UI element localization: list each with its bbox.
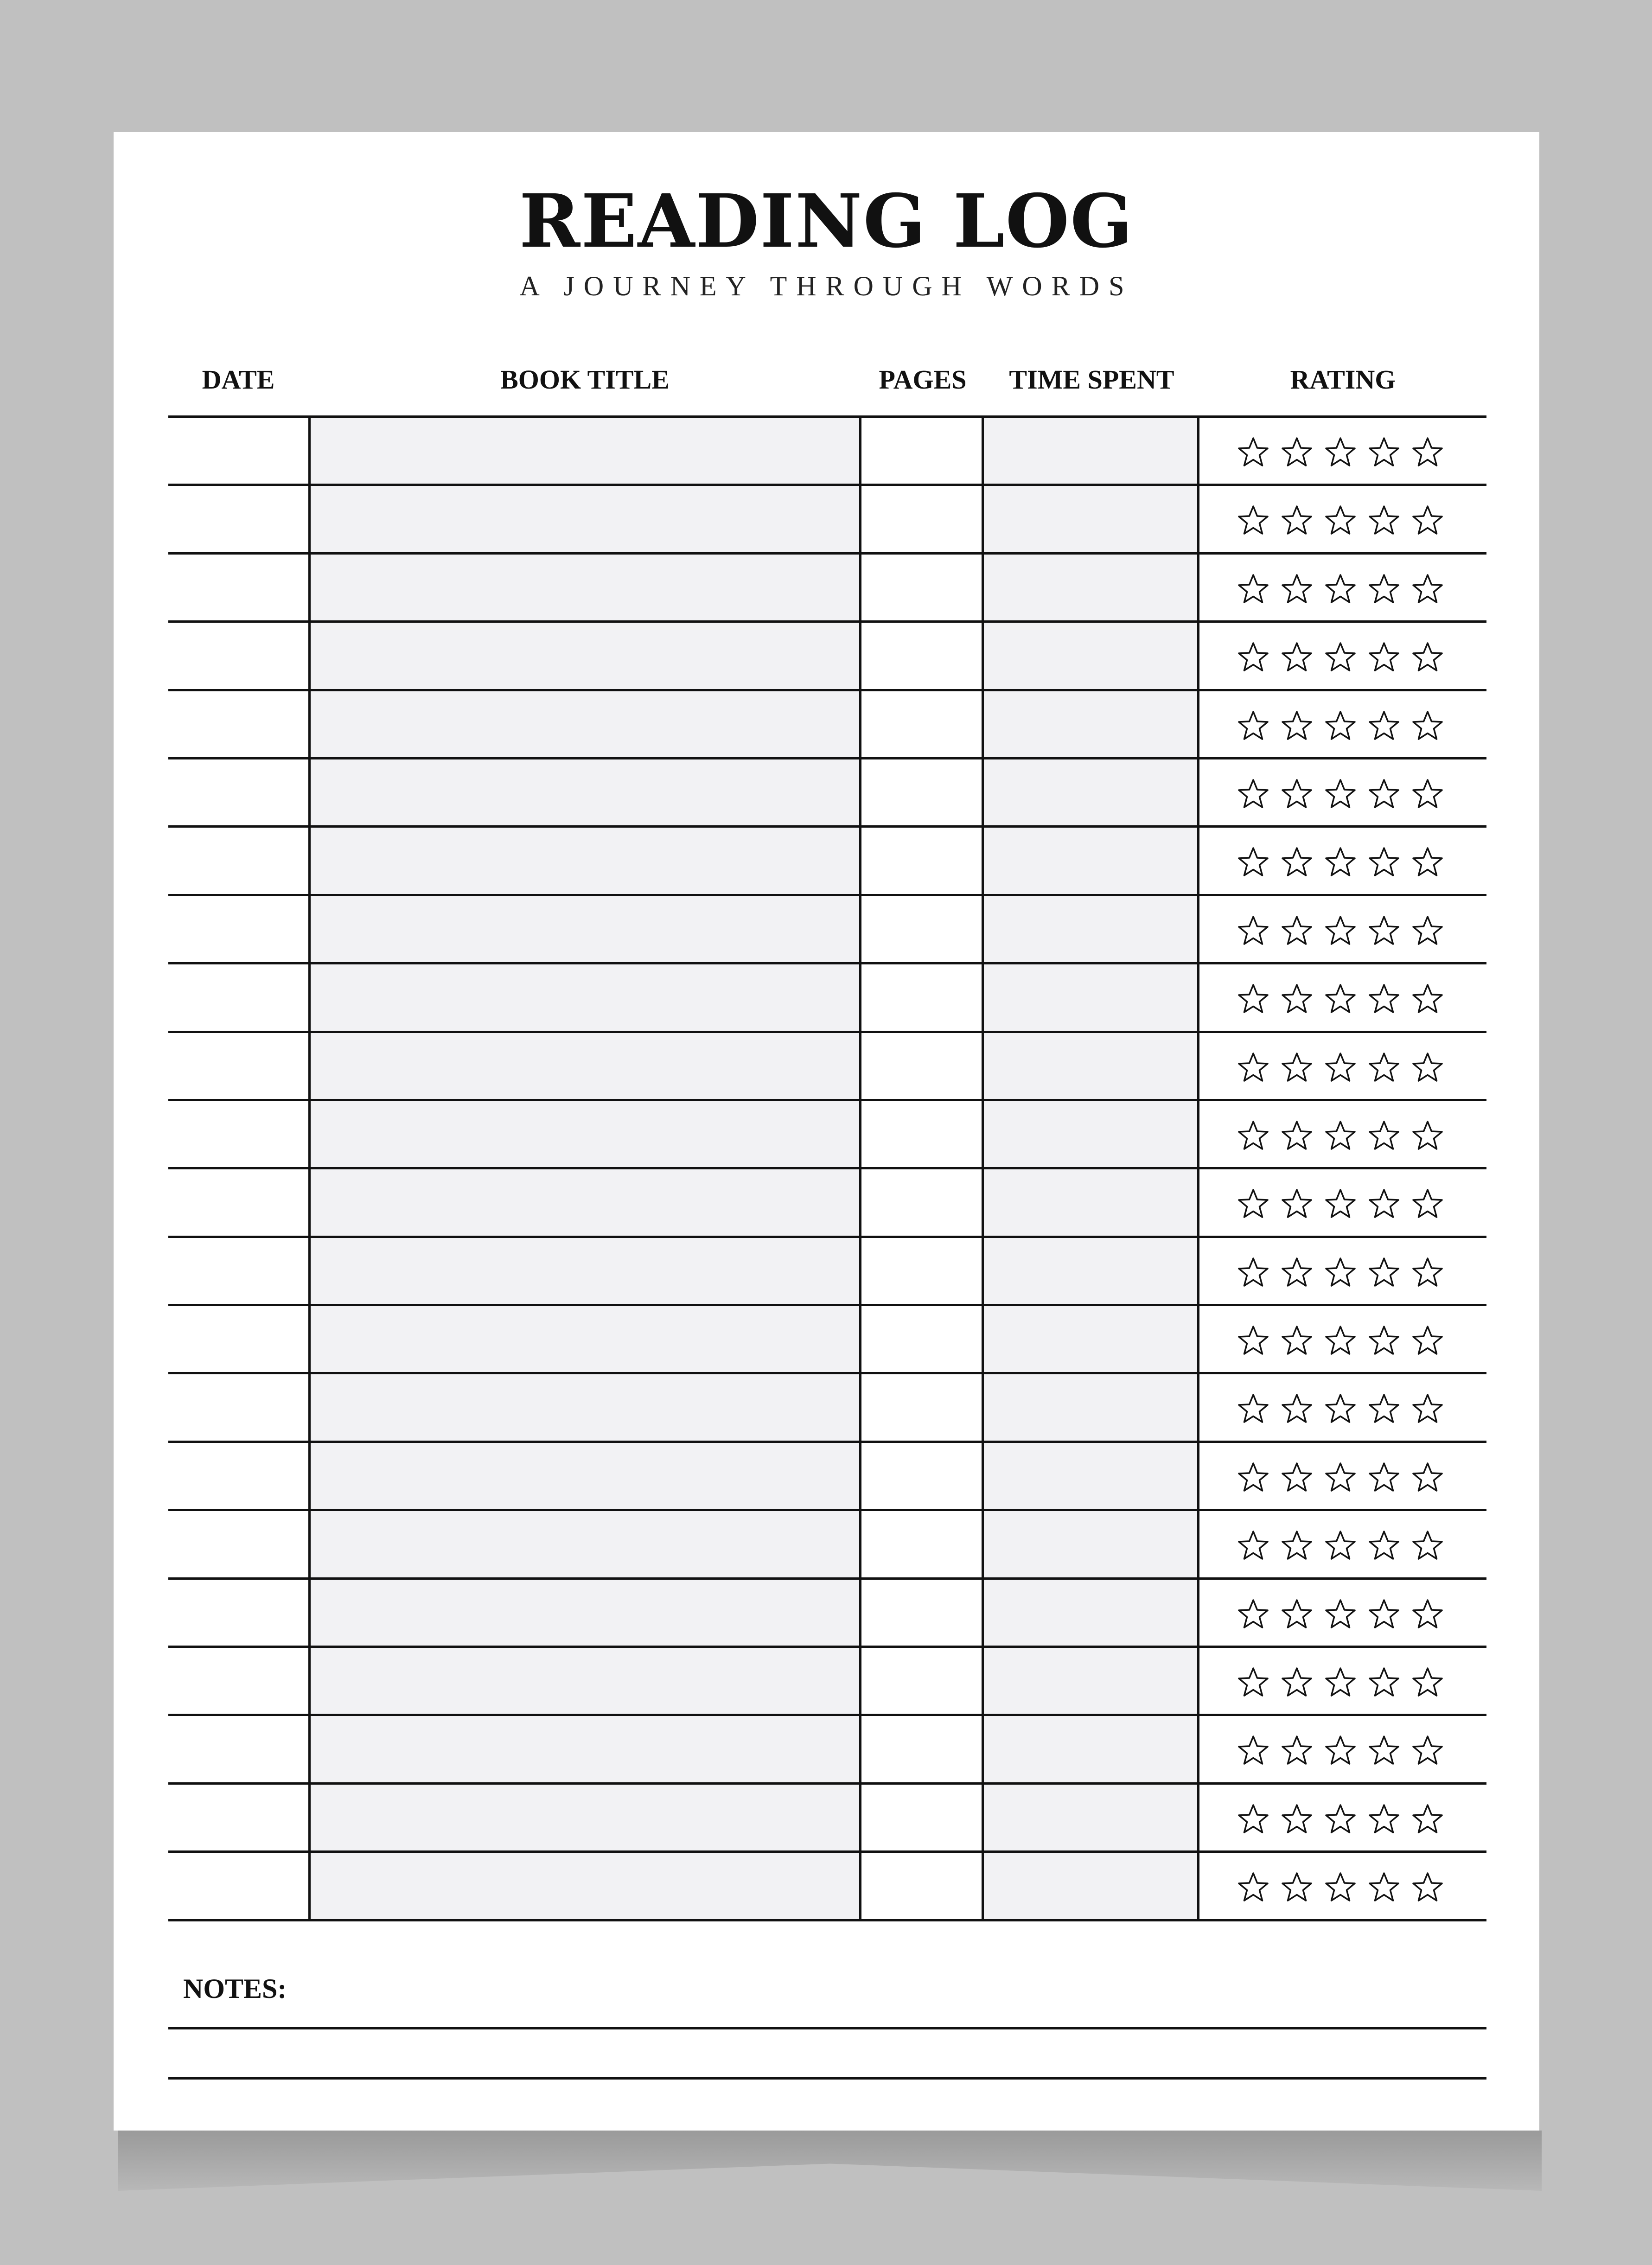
star-rating[interactable] <box>1237 1803 1454 1836</box>
star-outline-icon[interactable] <box>1237 846 1270 878</box>
star-rating[interactable] <box>1237 915 1454 947</box>
notes-line[interactable] <box>168 2027 1486 2029</box>
star-outline-icon[interactable] <box>1324 1325 1357 1356</box>
star-outline-icon[interactable] <box>1367 1803 1401 1835</box>
star-outline-icon[interactable] <box>1280 1803 1314 1835</box>
star-outline-icon[interactable] <box>1324 1188 1357 1219</box>
star-rating[interactable] <box>1237 710 1454 742</box>
star-outline-icon[interactable] <box>1367 1461 1401 1493</box>
rating-cell[interactable] <box>1199 1101 1486 1167</box>
star-outline-icon[interactable] <box>1367 573 1401 605</box>
page-title: READING LOG <box>519 179 1134 264</box>
date-cell[interactable] <box>168 828 308 893</box>
star-outline-icon[interactable] <box>1324 1257 1357 1288</box>
star-outline-icon[interactable] <box>1280 1120 1314 1151</box>
book-title-cell[interactable] <box>308 691 861 757</box>
star-outline-icon[interactable] <box>1237 1188 1270 1219</box>
star-rating[interactable] <box>1237 983 1454 1015</box>
notes-label: NOTES: <box>183 1973 287 2004</box>
table-row <box>168 555 1486 623</box>
star-outline-icon[interactable] <box>1411 1461 1444 1493</box>
date-cell[interactable] <box>168 486 308 552</box>
time-spent-cell[interactable] <box>984 1238 1199 1304</box>
book-title-cell[interactable] <box>308 964 861 1030</box>
star-rating[interactable] <box>1237 1325 1454 1357</box>
table-row <box>168 1785 1486 1853</box>
rating-cell[interactable] <box>1199 964 1486 1030</box>
star-outline-icon[interactable] <box>1324 915 1357 946</box>
star-outline-icon[interactable] <box>1411 1188 1444 1219</box>
date-cell[interactable] <box>168 1374 308 1440</box>
star-outline-icon[interactable] <box>1367 1052 1401 1083</box>
star-rating[interactable] <box>1237 1188 1454 1220</box>
table-row <box>168 623 1486 691</box>
rating-cell[interactable] <box>1199 759 1486 825</box>
table-row <box>168 1306 1486 1374</box>
column-header-time-spent: TIME SPENT <box>1009 364 1174 395</box>
table-row <box>168 1374 1486 1442</box>
star-rating[interactable] <box>1237 504 1454 537</box>
star-outline-icon[interactable] <box>1280 1257 1314 1288</box>
star-outline-icon[interactable] <box>1280 983 1314 1014</box>
star-outline-icon[interactable] <box>1411 436 1444 468</box>
star-outline-icon[interactable] <box>1411 846 1444 878</box>
time-spent-cell[interactable] <box>984 1101 1199 1167</box>
notes-line[interactable] <box>168 2077 1486 2080</box>
rating-cell[interactable] <box>1199 555 1486 620</box>
star-rating[interactable] <box>1237 1871 1454 1904</box>
star-outline-icon[interactable] <box>1237 1257 1270 1288</box>
star-outline-icon[interactable] <box>1411 1530 1444 1561</box>
pages-cell[interactable] <box>861 1853 984 1919</box>
pages-cell[interactable] <box>861 759 984 825</box>
star-outline-icon[interactable] <box>1324 504 1357 536</box>
star-outline-icon[interactable] <box>1280 504 1314 536</box>
page-shadow <box>118 2131 1542 2191</box>
star-outline-icon[interactable] <box>1237 983 1270 1014</box>
star-outline-icon[interactable] <box>1411 710 1444 741</box>
rating-cell[interactable] <box>1199 1785 1486 1850</box>
star-outline-icon[interactable] <box>1237 915 1270 946</box>
star-outline-icon[interactable] <box>1411 1257 1444 1288</box>
star-outline-icon[interactable] <box>1280 1530 1314 1561</box>
star-rating[interactable] <box>1237 641 1454 674</box>
time-spent-cell[interactable] <box>984 1306 1199 1372</box>
time-spent-cell[interactable] <box>984 896 1199 962</box>
pages-cell[interactable] <box>861 1511 984 1577</box>
table-row <box>168 486 1486 554</box>
book-title-cell[interactable] <box>308 759 861 825</box>
star-outline-icon[interactable] <box>1411 1325 1444 1356</box>
star-outline-icon[interactable] <box>1367 846 1401 878</box>
star-outline-icon[interactable] <box>1324 1803 1357 1835</box>
star-outline-icon[interactable] <box>1367 1530 1401 1561</box>
star-outline-icon[interactable] <box>1367 710 1401 741</box>
star-outline-icon[interactable] <box>1280 1325 1314 1356</box>
star-rating[interactable] <box>1237 846 1454 879</box>
star-outline-icon[interactable] <box>1237 436 1270 468</box>
pages-cell[interactable] <box>861 1785 984 1850</box>
pages-cell[interactable] <box>861 1648 984 1714</box>
star-outline-icon[interactable] <box>1237 1735 1270 1766</box>
star-outline-icon[interactable] <box>1280 1461 1314 1493</box>
star-outline-icon[interactable] <box>1324 1461 1357 1493</box>
star-outline-icon[interactable] <box>1411 1803 1444 1835</box>
star-outline-icon[interactable] <box>1280 641 1314 673</box>
time-spent-cell[interactable] <box>984 486 1199 552</box>
star-outline-icon[interactable] <box>1324 573 1357 605</box>
star-outline-icon[interactable] <box>1237 573 1270 605</box>
star-outline-icon[interactable] <box>1411 915 1444 946</box>
star-rating[interactable] <box>1237 1120 1454 1152</box>
table-row <box>168 1033 1486 1101</box>
reading-log-table <box>168 415 1486 1920</box>
date-cell[interactable] <box>168 1580 308 1646</box>
time-spent-cell[interactable] <box>984 691 1199 757</box>
book-title-cell[interactable] <box>308 1169 861 1235</box>
star-outline-icon[interactable] <box>1367 1257 1401 1288</box>
star-rating[interactable] <box>1237 573 1454 606</box>
time-spent-cell[interactable] <box>984 964 1199 1030</box>
star-outline-icon[interactable] <box>1367 1871 1401 1903</box>
star-outline-icon[interactable] <box>1367 1325 1401 1356</box>
star-outline-icon[interactable] <box>1367 1393 1401 1424</box>
rating-cell[interactable] <box>1199 691 1486 757</box>
date-cell[interactable] <box>168 1716 308 1782</box>
rating-cell[interactable] <box>1199 418 1486 484</box>
book-title-cell[interactable] <box>308 1033 861 1099</box>
pages-cell[interactable] <box>861 486 984 552</box>
star-outline-icon[interactable] <box>1280 1735 1314 1766</box>
star-outline-icon[interactable] <box>1367 1120 1401 1151</box>
star-outline-icon[interactable] <box>1237 1803 1270 1835</box>
rating-cell[interactable] <box>1199 896 1486 962</box>
time-spent-cell[interactable] <box>984 418 1199 484</box>
table-row <box>168 418 1486 486</box>
table-row <box>168 828 1486 896</box>
date-cell[interactable] <box>168 418 308 484</box>
date-cell[interactable] <box>168 691 308 757</box>
star-outline-icon[interactable] <box>1237 1461 1270 1493</box>
rating-cell[interactable] <box>1199 1580 1486 1646</box>
star-outline-icon[interactable] <box>1411 573 1444 605</box>
date-cell[interactable] <box>168 759 308 825</box>
star-outline-icon[interactable] <box>1411 778 1444 810</box>
book-title-cell[interactable] <box>308 1580 861 1646</box>
star-outline-icon[interactable] <box>1280 710 1314 741</box>
star-outline-icon[interactable] <box>1324 1393 1357 1424</box>
star-outline-icon[interactable] <box>1411 983 1444 1014</box>
book-title-cell[interactable] <box>308 418 861 484</box>
star-rating[interactable] <box>1237 436 1454 469</box>
star-rating[interactable] <box>1237 1461 1454 1494</box>
pages-cell[interactable] <box>861 896 984 962</box>
book-title-cell[interactable] <box>308 1853 861 1919</box>
rating-cell[interactable] <box>1199 1511 1486 1577</box>
table-row <box>168 1580 1486 1648</box>
date-cell[interactable] <box>168 1101 308 1167</box>
pages-cell[interactable] <box>861 828 984 893</box>
star-outline-icon[interactable] <box>1237 641 1270 673</box>
star-outline-icon[interactable] <box>1367 1598 1401 1630</box>
star-outline-icon[interactable] <box>1237 778 1270 810</box>
column-header-rating: RATING <box>1290 364 1396 395</box>
book-title-cell[interactable] <box>308 1238 861 1304</box>
pages-cell[interactable] <box>861 1306 984 1372</box>
table-row <box>168 1443 1486 1511</box>
star-outline-icon[interactable] <box>1237 1120 1270 1151</box>
date-cell[interactable] <box>168 896 308 962</box>
star-rating[interactable] <box>1237 1393 1454 1425</box>
date-cell[interactable] <box>168 623 308 689</box>
time-spent-cell[interactable] <box>984 623 1199 689</box>
star-outline-icon[interactable] <box>1367 1666 1401 1698</box>
star-rating[interactable] <box>1237 1735 1454 1767</box>
star-rating[interactable] <box>1237 1052 1454 1084</box>
book-title-cell[interactable] <box>308 1511 861 1577</box>
time-spent-cell[interactable] <box>984 1580 1199 1646</box>
star-outline-icon[interactable] <box>1237 1871 1270 1903</box>
star-outline-icon[interactable] <box>1367 436 1401 468</box>
star-outline-icon[interactable] <box>1237 1325 1270 1356</box>
star-outline-icon[interactable] <box>1324 1530 1357 1561</box>
book-title-cell[interactable] <box>308 1374 861 1440</box>
star-outline-icon[interactable] <box>1280 1188 1314 1219</box>
pages-cell[interactable] <box>861 1169 984 1235</box>
time-spent-cell[interactable] <box>984 1511 1199 1577</box>
rating-cell[interactable] <box>1199 1648 1486 1714</box>
star-outline-icon[interactable] <box>1280 573 1314 605</box>
star-outline-icon[interactable] <box>1237 1530 1270 1561</box>
table-row <box>168 759 1486 828</box>
star-rating[interactable] <box>1237 1598 1454 1631</box>
table-row <box>168 1853 1486 1921</box>
star-outline-icon[interactable] <box>1237 710 1270 741</box>
date-cell[interactable] <box>168 964 308 1030</box>
date-cell[interactable] <box>168 1648 308 1714</box>
star-outline-icon[interactable] <box>1324 1052 1357 1083</box>
table-row <box>168 1648 1486 1716</box>
star-rating[interactable] <box>1237 1530 1454 1562</box>
book-title-cell[interactable] <box>308 1785 861 1850</box>
pages-cell[interactable] <box>861 418 984 484</box>
rating-cell[interactable] <box>1199 1374 1486 1440</box>
star-outline-icon[interactable] <box>1324 1871 1357 1903</box>
time-spent-cell[interactable] <box>984 1716 1199 1782</box>
book-title-cell[interactable] <box>308 555 861 620</box>
star-outline-icon[interactable] <box>1367 1735 1401 1766</box>
date-cell[interactable] <box>168 1169 308 1235</box>
table-row <box>168 691 1486 759</box>
book-title-cell[interactable] <box>308 486 861 552</box>
star-outline-icon[interactable] <box>1367 1188 1401 1219</box>
pages-cell[interactable] <box>861 1101 984 1167</box>
rating-cell[interactable] <box>1199 828 1486 893</box>
time-spent-cell[interactable] <box>984 1853 1199 1919</box>
pages-cell[interactable] <box>861 623 984 689</box>
rating-cell[interactable] <box>1199 1853 1486 1919</box>
star-outline-icon[interactable] <box>1280 1666 1314 1698</box>
star-outline-icon[interactable] <box>1280 778 1314 810</box>
rating-cell[interactable] <box>1199 623 1486 689</box>
date-cell[interactable] <box>168 555 308 620</box>
pages-cell[interactable] <box>861 1374 984 1440</box>
star-outline-icon[interactable] <box>1324 1598 1357 1630</box>
star-outline-icon[interactable] <box>1280 1052 1314 1083</box>
star-outline-icon[interactable] <box>1324 1120 1357 1151</box>
column-header-pages: PAGES <box>879 364 967 395</box>
rating-cell[interactable] <box>1199 486 1486 552</box>
star-outline-icon[interactable] <box>1237 1666 1270 1698</box>
star-outline-icon[interactable] <box>1280 1871 1314 1903</box>
pages-cell[interactable] <box>861 1580 984 1646</box>
star-outline-icon[interactable] <box>1367 641 1401 673</box>
book-title-cell[interactable] <box>308 896 861 962</box>
star-outline-icon[interactable] <box>1324 778 1357 810</box>
star-outline-icon[interactable] <box>1411 1666 1444 1698</box>
star-outline-icon[interactable] <box>1367 983 1401 1014</box>
rating-cell[interactable] <box>1199 1443 1486 1509</box>
star-outline-icon[interactable] <box>1280 846 1314 878</box>
star-outline-icon[interactable] <box>1324 641 1357 673</box>
date-cell[interactable] <box>168 1853 308 1919</box>
star-outline-icon[interactable] <box>1324 710 1357 741</box>
star-outline-icon[interactable] <box>1280 1393 1314 1424</box>
star-outline-icon[interactable] <box>1280 1598 1314 1630</box>
star-outline-icon[interactable] <box>1237 1393 1270 1424</box>
star-outline-icon[interactable] <box>1411 1735 1444 1766</box>
rating-cell[interactable] <box>1199 1169 1486 1235</box>
date-cell[interactable] <box>168 1443 308 1509</box>
time-spent-cell[interactable] <box>984 1648 1199 1714</box>
star-outline-icon[interactable] <box>1411 1120 1444 1151</box>
table-row <box>168 1716 1486 1784</box>
book-title-cell[interactable] <box>308 1101 861 1167</box>
table-row <box>168 1169 1486 1238</box>
star-outline-icon[interactable] <box>1367 778 1401 810</box>
star-outline-icon[interactable] <box>1411 1393 1444 1424</box>
table-row <box>168 1238 1486 1306</box>
star-outline-icon[interactable] <box>1367 504 1401 536</box>
rating-cell[interactable] <box>1199 1716 1486 1782</box>
time-spent-cell[interactable] <box>984 1785 1199 1850</box>
date-cell[interactable] <box>168 1511 308 1577</box>
date-cell[interactable] <box>168 1033 308 1099</box>
star-outline-icon[interactable] <box>1237 1052 1270 1083</box>
rating-cell[interactable] <box>1199 1033 1486 1099</box>
table-row <box>168 896 1486 964</box>
date-cell[interactable] <box>168 1238 308 1304</box>
time-spent-cell[interactable] <box>984 555 1199 620</box>
reading-log-page <box>114 132 1539 2131</box>
book-title-cell[interactable] <box>308 828 861 893</box>
pages-cell[interactable] <box>861 555 984 620</box>
star-outline-icon[interactable] <box>1324 1666 1357 1698</box>
star-outline-icon[interactable] <box>1237 1598 1270 1630</box>
star-outline-icon[interactable] <box>1411 1052 1444 1083</box>
star-outline-icon[interactable] <box>1324 436 1357 468</box>
book-title-cell[interactable] <box>308 1306 861 1372</box>
star-outline-icon[interactable] <box>1324 846 1357 878</box>
pages-cell[interactable] <box>861 1443 984 1509</box>
book-title-cell[interactable] <box>308 1716 861 1782</box>
time-spent-cell[interactable] <box>984 759 1199 825</box>
pages-cell[interactable] <box>861 1716 984 1782</box>
star-outline-icon[interactable] <box>1411 1598 1444 1630</box>
star-outline-icon[interactable] <box>1411 1871 1444 1903</box>
page-subtitle: A JOURNEY THROUGH WORDS <box>519 271 1134 301</box>
pages-cell[interactable] <box>861 691 984 757</box>
star-outline-icon[interactable] <box>1324 983 1357 1014</box>
date-cell[interactable] <box>168 1306 308 1372</box>
star-rating[interactable] <box>1237 778 1454 810</box>
pages-cell[interactable] <box>861 1033 984 1099</box>
star-rating[interactable] <box>1237 1257 1454 1289</box>
rating-cell[interactable] <box>1199 1238 1486 1304</box>
rating-cell[interactable] <box>1199 1306 1486 1372</box>
time-spent-cell[interactable] <box>984 1374 1199 1440</box>
pages-cell[interactable] <box>861 1238 984 1304</box>
star-outline-icon[interactable] <box>1324 1735 1357 1766</box>
time-spent-cell[interactable] <box>984 1033 1199 1099</box>
table-row <box>168 1511 1486 1579</box>
star-outline-icon[interactable] <box>1237 504 1270 536</box>
table-row <box>168 1101 1486 1169</box>
time-spent-cell[interactable] <box>984 1169 1199 1235</box>
date-cell[interactable] <box>168 1785 308 1850</box>
star-outline-icon[interactable] <box>1367 915 1401 946</box>
table-header <box>114 364 1539 396</box>
time-spent-cell[interactable] <box>984 1443 1199 1509</box>
pages-cell[interactable] <box>861 964 984 1030</box>
star-outline-icon[interactable] <box>1280 915 1314 946</box>
star-outline-icon[interactable] <box>1280 436 1314 468</box>
table-row <box>168 964 1486 1033</box>
book-title-cell[interactable] <box>308 1443 861 1509</box>
star-outline-icon[interactable] <box>1411 641 1444 673</box>
column-header-date: DATE <box>202 364 275 395</box>
star-outline-icon[interactable] <box>1411 504 1444 536</box>
book-title-cell[interactable] <box>308 623 861 689</box>
time-spent-cell[interactable] <box>984 828 1199 893</box>
book-title-cell[interactable] <box>308 1648 861 1714</box>
star-rating[interactable] <box>1237 1666 1454 1699</box>
column-header-book-title: BOOK TITLE <box>500 364 670 395</box>
